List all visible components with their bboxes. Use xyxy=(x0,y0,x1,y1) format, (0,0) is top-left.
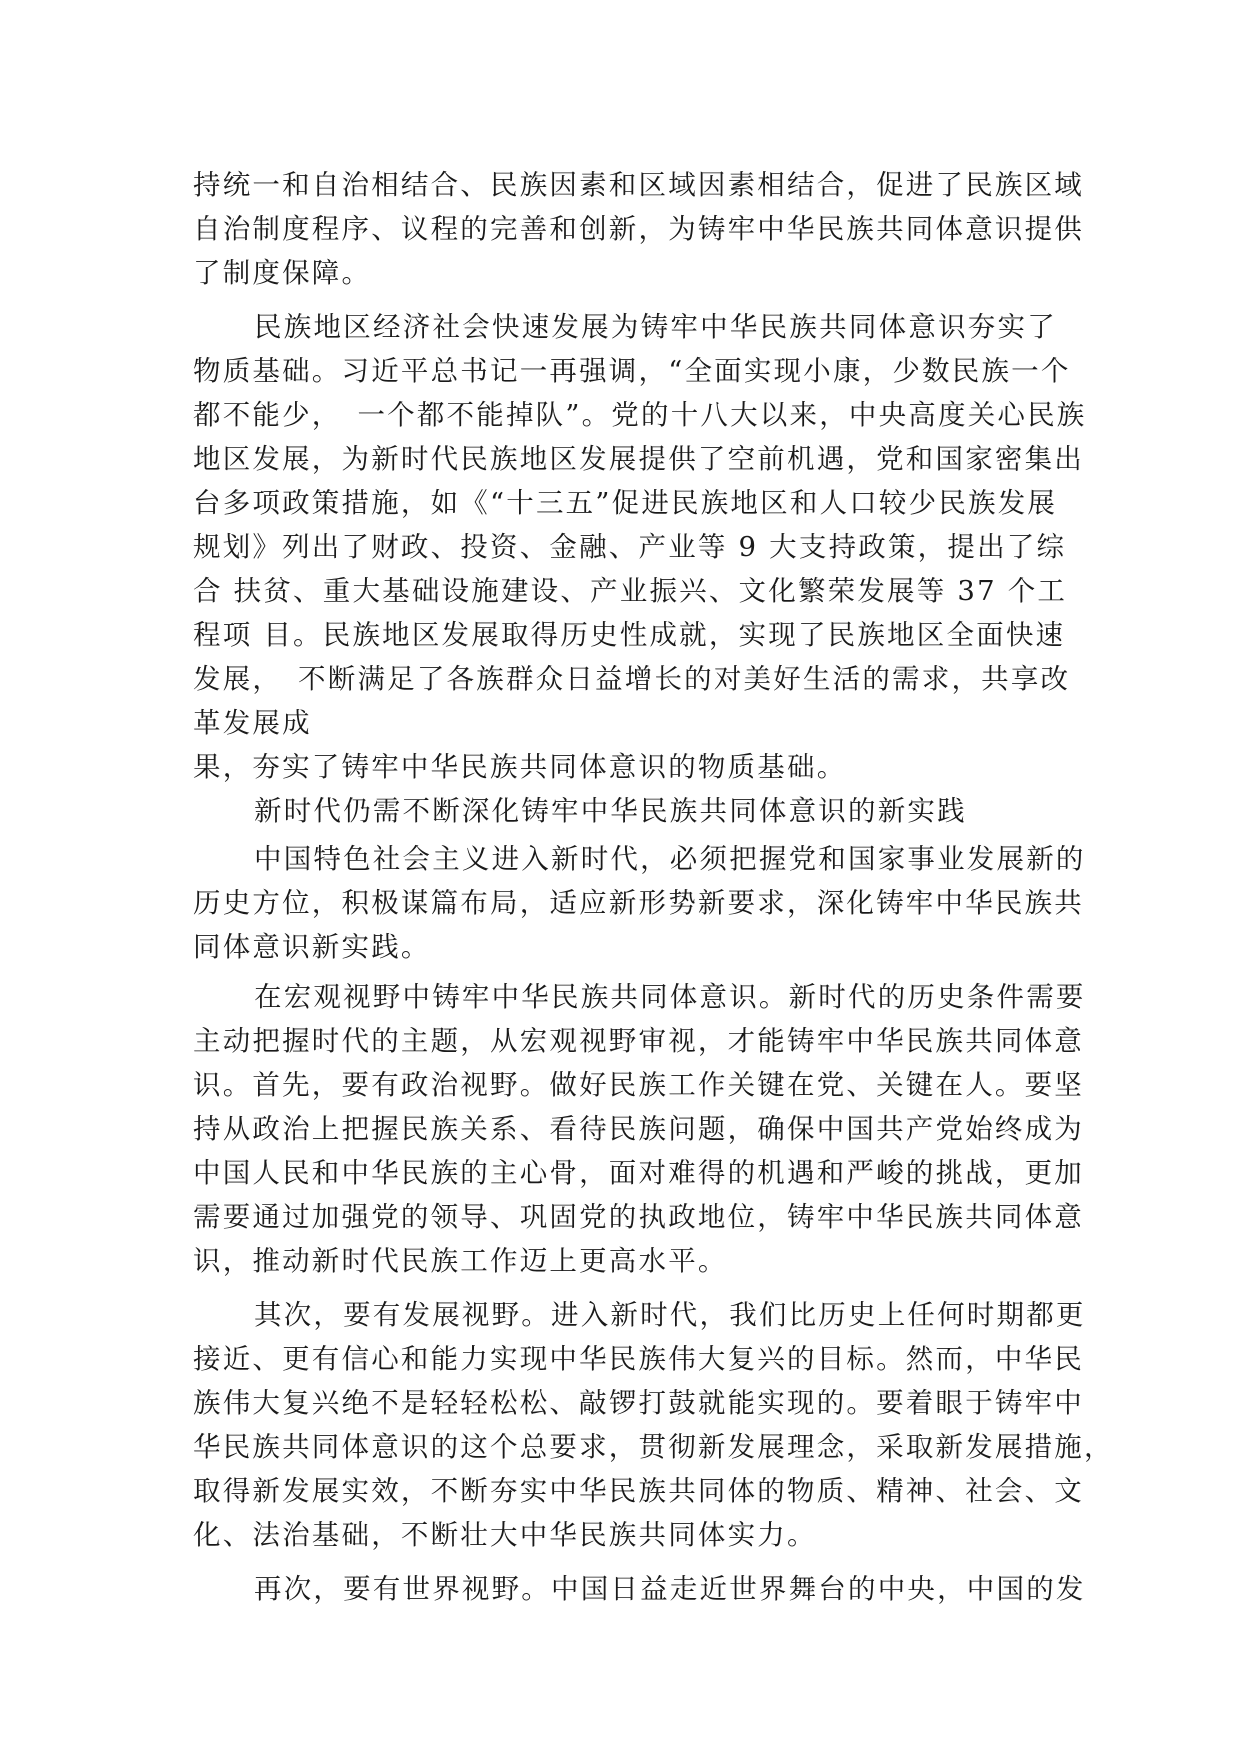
text-line: 了制度保障。 xyxy=(193,257,372,289)
text-line: 都不能少， 一个都不能掉队”。党的十八大以来，中央高度关心民族 xyxy=(193,399,1087,431)
paragraph-1 xyxy=(193,163,1084,295)
section-heading xyxy=(193,789,1057,833)
text-line: 民族地区经济社会快速发展为铸牢中华民族共同体意识夯实了 xyxy=(254,311,1057,343)
text-line: 需要通过加强党的领导、巩固党的执政地位，铸牢中华民族共同体意 xyxy=(193,1201,1084,1233)
text-line: 族伟大复兴绝不是轻轻松松、敲锣打鼓就能实现的。要着眼于铸牢中 xyxy=(193,1387,1084,1419)
paragraph-4 xyxy=(193,837,1086,969)
text-line: 发展， 不断满足了各族群众日益增长的对美好生活的需求，共享改 xyxy=(193,663,1071,695)
text-line: 化、法治基础，不断壮大中华民族共同体实力。 xyxy=(193,1519,817,1551)
text-line: 自治制度程序、议程的完善和创新，为铸牢中华民族共同体意识提供 xyxy=(193,213,1084,245)
document-page xyxy=(193,163,1114,1611)
text-line: 程项 目。民族地区发展取得历史性成就，实现了民族地区全面快速 xyxy=(193,619,1066,651)
text-line: 规划》列出了财政、投资、金融、产业等 9 大支持政策，提出了综 xyxy=(193,531,1067,563)
text-line: 台多项政策措施，如《“十三五”促进民族地区和人口较少民族发展 xyxy=(193,487,1058,519)
text-line: 接近、更有信心和能力实现中华民族伟大复兴的目标。然而，中华民 xyxy=(193,1343,1084,1375)
text-line: 合 扶贫、重大基础设施建设、产业振兴、文化繁荣发展等 37 个工 xyxy=(193,575,1068,607)
paragraph-7 xyxy=(193,1567,1086,1611)
text-line: 持统一和自治相结合、民族因素和区域因素相结合，促进了民族区域 xyxy=(193,169,1084,201)
text-line: 华民族共同体意识的这个总要求，贯彻新发展理念，采取新发展措施， xyxy=(193,1431,1114,1463)
text-line: 历史方位，积极谋篇布局，适应新形势新要求，深化铸牢中华民族共 xyxy=(193,887,1084,919)
paragraph-2 xyxy=(193,305,1087,789)
text-line: 取得新发展实效，不断夯实中华民族共同体的物质、精神、社会、文 xyxy=(193,1475,1084,1507)
text-line: 物质基础。习近平总书记一再强调，“全面实现小康，少数民族一个 xyxy=(193,355,1071,387)
text-line: 革发展成 xyxy=(193,707,312,739)
text-line: 中国特色社会主义进入新时代，必须把握党和国家事业发展新的 xyxy=(254,843,1086,875)
text-line: 中国人民和中华民族的主心骨，面对难得的机遇和严峻的挑战，更加 xyxy=(193,1157,1084,1189)
text-line: 地区发展，为新时代民族地区发展提供了空前机遇，党和国家密集出 xyxy=(193,443,1084,475)
paragraph-5 xyxy=(193,975,1086,1283)
text-line: 持从政治上把握民族关系、看待民族问题，确保中国共产党始终成为 xyxy=(193,1113,1084,1145)
text-line: 识，推动新时代民族工作迈上更高水平。 xyxy=(193,1245,728,1277)
text-line: 再次，要有世界视野。中国日益走近世界舞台的中央，中国的发 xyxy=(254,1573,1086,1605)
text-line: 其次，要有发展视野。进入新时代，我们比历史上任何时期都更 xyxy=(254,1299,1086,1331)
text-line: 同体意识新实践。 xyxy=(193,931,431,963)
text-line: 新时代仍需不断深化铸牢中华民族共同体意识的新实践 xyxy=(254,795,967,827)
paragraph-6 xyxy=(193,1293,1114,1557)
text-line: 主动把握时代的主题，从宏观视野审视，才能铸牢中华民族共同体意 xyxy=(193,1025,1084,1057)
text-line: 在宏观视野中铸牢中华民族共同体意识。新时代的历史条件需要 xyxy=(254,981,1086,1013)
text-line: 识。首先，要有政治视野。做好民族工作关键在党、关键在人。要坚 xyxy=(193,1069,1084,1101)
text-line: 果，夯实了铸牢中华民族共同体意识的物质基础。 xyxy=(193,751,847,783)
